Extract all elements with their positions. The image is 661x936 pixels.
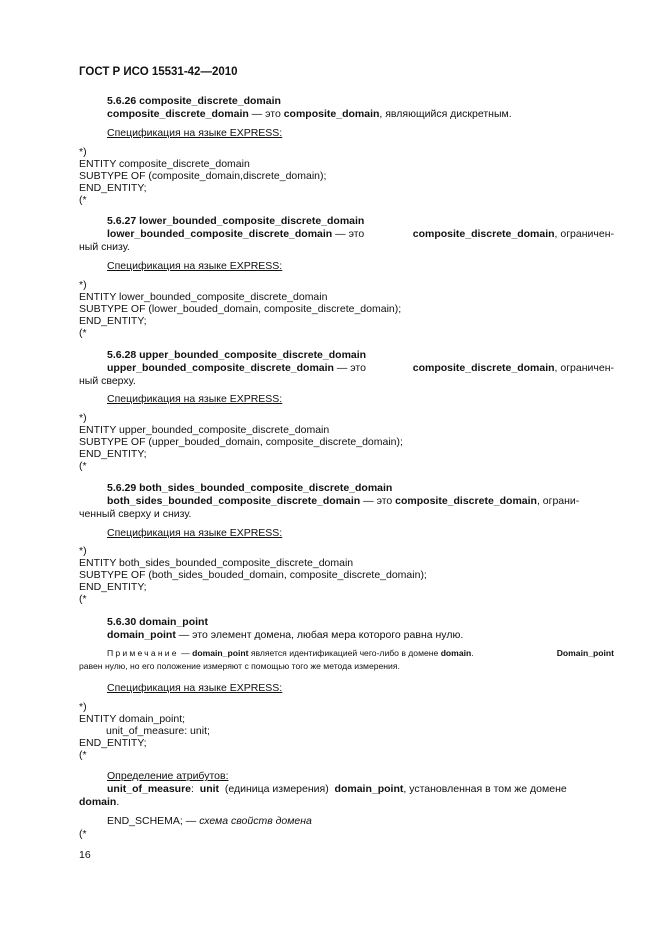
code-line: END_ENTITY; [79, 182, 147, 194]
code-line: ENTITY domain_point; [79, 713, 186, 725]
definition-continuation: ченный сверху и снизу. [79, 508, 192, 520]
code-line: SUBTYPE OF (lower_bouded_domain, composite_discrete_domain); [79, 303, 402, 315]
definition-5-6-28: upper_bounded_composite_discrete_domain — это composite_discrete_domain, ограничен- [107, 362, 614, 374]
definition-continuation: ный снизу. [79, 241, 130, 253]
code-line: *) [79, 412, 87, 424]
code-line: *) [79, 545, 87, 557]
definition-continuation: ный сверху. [79, 375, 136, 387]
section-heading-5-6-30: 5.6.30 domain_point [107, 616, 208, 628]
code-line: END_ENTITY; [79, 737, 147, 749]
code-line-indented: unit_of_measure: unit; [106, 725, 210, 737]
code-line: END_ENTITY; [79, 315, 147, 327]
code-line: SUBTYPE OF (upper_bouded_domain, composite_discrete_domain); [79, 436, 403, 448]
section-heading-5-6-28: 5.6.28 upper_bounded_composite_discrete_domain [107, 349, 367, 361]
attribute-definition: unit_of_measure: unit (единица измерения) domain_point, установленная в том же домене [107, 783, 567, 795]
code-line: (* [79, 194, 87, 206]
spec-label: Спецификация на языке EXPRESS: [107, 682, 283, 694]
code-line: (* [79, 327, 87, 339]
definition-5-6-30: domain_point — это элемент домена, любая мера которого равна нулю. [107, 629, 464, 641]
attribute-continuation: domain. [79, 796, 120, 808]
end-schema-line: END_SCHEMA; — схема свойств домена [107, 815, 312, 827]
definition-5-6-26: composite_discrete_domain — это composite_domain, являющийся дискретным. [107, 108, 512, 120]
spec-label: Спецификация на языке EXPRESS: [107, 260, 283, 272]
code-line: ENTITY composite_discrete_domain [79, 158, 250, 170]
code-line: END_ENTITY; [79, 448, 147, 460]
definition-5-6-29: both_sides_bounded_composite_discrete_domain — это composite_discrete_domain, ограни- [107, 495, 580, 507]
page-number: 16 [79, 849, 91, 861]
code-line: SUBTYPE OF (composite_domain,discrete_domain); [79, 170, 327, 182]
note-continuation: равен нулю, но его положение измеряют с помощью того же метода измерения. [79, 661, 400, 671]
section-heading-5-6-29: 5.6.29 both_sides_bounded_composite_discrete_domain [107, 482, 393, 494]
definition-5-6-27: lower_bounded_composite_discrete_domain — это composite_discrete_domain, ограничен- [107, 228, 614, 240]
code-line: (* [79, 593, 87, 605]
code-line: *) [79, 279, 87, 291]
code-line: (* [79, 828, 87, 840]
document-header: ГОСТ Р ИСО 15531-42—2010 [79, 66, 238, 78]
code-line: *) [79, 146, 87, 158]
code-line: ENTITY both_sides_bounded_composite_discrete_domain [79, 557, 354, 569]
code-line: *) [79, 701, 87, 713]
code-line: SUBTYPE OF (both_sides_bouded_domain, composite_discrete_domain); [79, 569, 427, 581]
section-heading-5-6-26: 5.6.26 composite_discrete_domain [107, 95, 281, 107]
spec-label: Спецификация на языке EXPRESS: [107, 393, 283, 405]
code-line: ENTITY upper_bounded_composite_discrete_domain [79, 424, 330, 436]
attributes-label: Определение атрибутов: [107, 770, 229, 782]
spec-label: Спецификация на языке EXPRESS: [107, 127, 283, 139]
code-line: ENTITY lower_bounded_composite_discrete_domain [79, 291, 328, 303]
code-line: (* [79, 460, 87, 472]
spec-label: Спецификация на языке EXPRESS: [107, 527, 283, 539]
code-line: (* [79, 749, 87, 761]
code-line: END_ENTITY; [79, 581, 147, 593]
note-paragraph: Примечание — domain_point является идентификацией чего-либо в домене domain. Domain_point [107, 648, 614, 658]
section-heading-5-6-27: 5.6.27 lower_bounded_composite_discrete_domain [107, 215, 365, 227]
